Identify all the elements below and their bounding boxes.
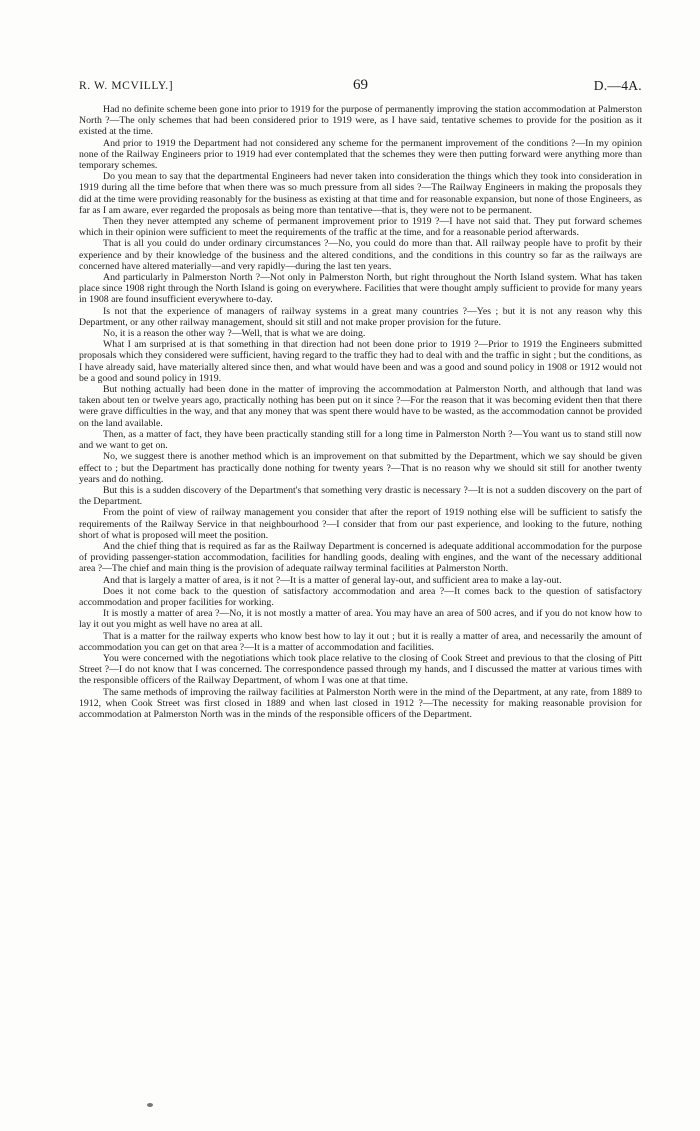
paragraph: But this is a sudden discovery of the Department's that something very drastic is necessary ?—It is not a sudden discovery on the part of the Department. bbox=[79, 484, 642, 508]
paragraph: Had no definite scheme been gone into prior to 1919 for the purpose of permanently improving the station accommodation at Palmerston North ?—The only schemes that had been considered prior to 1919 were, as I have said, tentative schemes to provide for the position as it existed at the time. bbox=[79, 104, 642, 138]
paragraph: And particularly in Palmerston North ?—Not only in Palmerston North, but right throughout the North Island system. What has taken place since 1908 right through the North Island is going on everywhere. Facilities that were thought amply sufficient to provide for many years in 1908 are found insufficient everywhere to-day. bbox=[79, 272, 642, 306]
document-reference: D.—4A. bbox=[593, 78, 642, 93]
page-header bbox=[79, 78, 642, 94]
paragraph: Then, as a matter of fact, they have been practically standing still for a long time in Palmerston North ?—You want us to stand still now and we want to get on. bbox=[79, 428, 642, 452]
paragraph: And that is largely a matter of area, is it not ?—It is a matter of general lay-out, and sufficient area to make a lay-out. bbox=[103, 574, 562, 586]
print-speck bbox=[147, 1103, 153, 1107]
paragraph: You were concerned with the negotiations which took place relative to the closing of Cook Street and previous to that the closing of Pitt Street ?—I do not know that I was concerned. The correspondence passed through my hands, and I discussed the matter at various times with the responsible officers of the Railway Department, of whom I was one at that time. bbox=[79, 652, 642, 687]
paragraph: No, it is a reason the other way ?—Well, that is what we are doing. bbox=[103, 328, 366, 340]
paragraph: And prior to 1919 the Department had not considered any scheme for the permanent improvement of the conditions ?—In my opinion none of the Railway Engineers prior to 1919 had ever contemplated that the schemes they were then putting forward were anything more than temporary schemes. bbox=[79, 137, 642, 172]
paragraph: But nothing actually had been done in the matter of improving the accommodation at Palmerston North, and although that land was taken about ten or twelve years ago, practically nothing has been put on it since ?—For the reason that it was becoming evident then that there were grave difficulties in the way, and that any money that was spent there would have to be wasted, as the accommodation cannot be provided on the land available. bbox=[79, 384, 642, 429]
paragraph: The same methods of improving the railway facilities at Palmerston North were in the mind of the Department, at any rate, from 1889 to 1912, when Cook Street was first closed in 1889 and when last closed in 1912 ?—The necessity for making reasonable provision for accommodation at Palmerston North was in the minds of the responsible officers of the Department. bbox=[79, 686, 642, 720]
paragraph: No, we suggest there is another method which is an improvement on that submitted by the Department, which we say should be given effect to ; but the Department has practically done nothing for twenty years ?—That is no reason why we should sit still for another twenty years and do nothing. bbox=[79, 451, 642, 485]
paragraph: It is mostly a matter of area ?—No, it is not mostly a matter of area. You may have an area of 500 acres, and if you do not know how to lay it out you might as well have no area at all. bbox=[79, 608, 642, 631]
paragraph: And the chief thing that is required as far as the Railway Department is concerned is adequate additional accommodation for the purpose of providing passenger-station accommodation, facilities for handling goods, dealing with engines, and the want of the necessary additional area ?—The chief and main thing is the provision of adequate railway terminal facilities at Palmerston North. bbox=[79, 540, 642, 575]
document-body bbox=[79, 104, 642, 720]
paragraph: That is a matter for the railway experts who know best how to lay it out ; but it is really a matter of area, and necessarily the amount of accommodation you can get on that area ?—It is a matter of accommodation and facilities. bbox=[79, 630, 642, 653]
paragraph: That is all you could do under ordinary circumstances ?—No, you could do more than that. All railway people have to profit by their experience and by their knowledge of the business and the altered conditions, and the conditions in this country so far as the railways are concerned have altered materially—and very rapidly—during the last ten years. bbox=[79, 238, 642, 272]
paragraph: Does it not come back to the question of satisfactory accommodation and area ?—It comes back to the question of satisfactory accommodation and proper facilities for working. bbox=[79, 585, 642, 608]
paragraph: From the point of view of railway management you consider that after the report of 1919 nothing else will be sufficient to satisfy the requirements of the Railway Service in that neighbourhood ?—I consider that from our past experience, and looking to the future, nothing short of what is proposed will meet the position. bbox=[79, 507, 642, 541]
paragraph: Do you mean to say that the departmental Engineers had never taken into consideration the things which they took into consideration in 1919 during all the time before that when there was so much pressure from all sides ?—The Railway Engineers in making the proposals they did at the time were providing reasonably for the business as existing at that time and for reasonable expansion, but none of those Engineers, as far as I am aware, ever regarded the proposals as being more than tentative—that is, they were not to be permanent. bbox=[79, 171, 642, 216]
page-number: 69 bbox=[353, 77, 368, 93]
paragraph: What I am surprised at is that something in that direction had not been done prior to 1919 ?—Prior to 1919 the Engineers submitted proposals which they considered were sufficient, having regard to the traffic they had to deal with and the traffic in sight ; but the conditions, as I have already said, have materially altered since then, and what would have been and was a good and sound policy in 1908 or 1912 would not be a good and sound policy in 1919. bbox=[79, 339, 642, 384]
header-witness-name: R. W. MCVILLY.] bbox=[79, 80, 174, 92]
paragraph: Then they never attempted any scheme of permanent improvement prior to 1919 ?—I have not said that. They put forward schemes which in their opinion were sufficient to meet the requirements of the traffic at the time, and for a reasonable period afterwards. bbox=[79, 216, 642, 239]
paragraph: Is not that the experience of managers of railway systems in a great many countries ?—Yes ; but it is not any reason why this Department, or any other railway management, should sit still and not make proper provision for the future. bbox=[79, 305, 642, 328]
